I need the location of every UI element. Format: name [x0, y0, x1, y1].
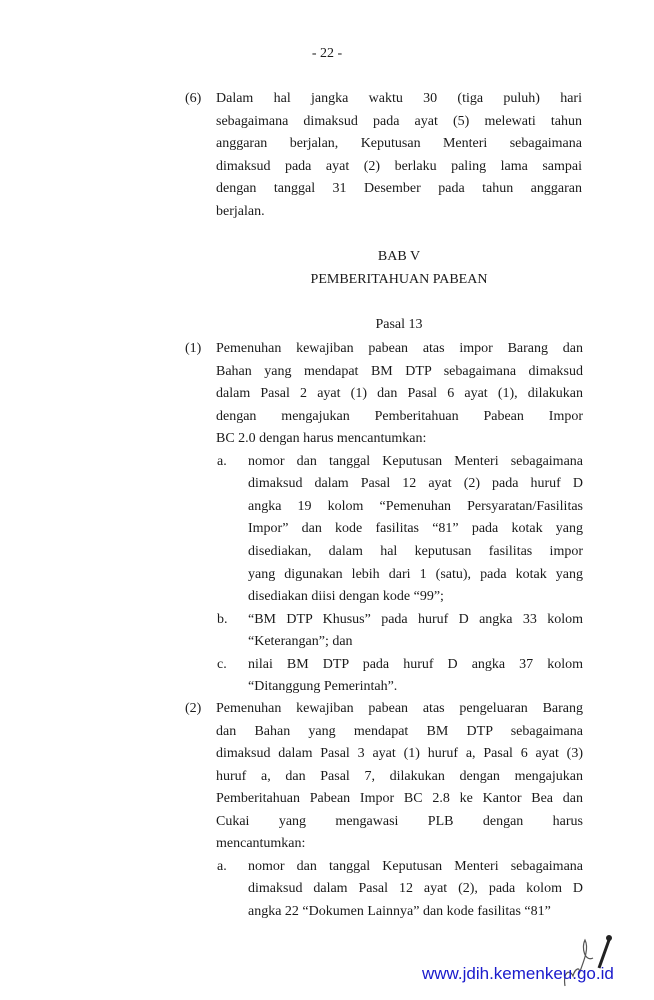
list-item-label: a.	[217, 453, 227, 469]
chapter-subtitle: PEMBERITAHUAN PABEAN	[310, 272, 488, 287]
list-item-line: angka 19 kolom “Pemenuhan Persyaratan/Fasilitas	[248, 498, 583, 514]
paragraph-number: (1)	[185, 341, 202, 356]
paragraph-line: Pemenuhan kewajiban pabean atas impor Barang dan	[216, 341, 583, 356]
list-item-line: “Ditanggung Pemerintah”.	[248, 679, 398, 695]
paragraph-line: huruf a, dan Pasal 7, dilakukan dengan mengajukan	[216, 768, 583, 784]
list-item-label: b.	[217, 611, 228, 627]
list-item-line: disediakan, dalam hal keputusan fasilitas impor	[248, 543, 583, 559]
list-item-line: angka 22 “Dokumen Lainnya” dan kode fasilitas “81”	[248, 903, 551, 919]
list-item-line: disediakan diisi dengan kode “99”;	[248, 589, 444, 605]
list-item-line: “Keterangan”; dan	[248, 634, 353, 650]
list-item-line: Impor” dan kode fasilitas “81” pada kotak yang	[248, 521, 583, 537]
paragraph-number: (2)	[185, 701, 202, 716]
paragraph-line: Bahan yang mendapat BM DTP sebagaimana dimaksud	[216, 363, 583, 379]
paragraph-line: dengan mengajukan Pemberitahuan Pabean Impor	[216, 408, 583, 424]
paragraph-line: dalam Pasal 2 ayat (1) dan Pasal 6 ayat (1), dilakukan	[216, 386, 583, 402]
paragraph-number: (6)	[185, 91, 202, 106]
list-item-line: nomor dan tanggal Keputusan Menteri sebagaimana	[248, 858, 583, 874]
paragraph-line: Pemenuhan kewajiban pabean atas pengeluaran Barang	[216, 701, 583, 716]
paragraph-line: dimaksud pada ayat (2) berlaku paling lama sampai	[216, 158, 582, 174]
paragraph-line: dan Bahan yang mendapat BM DTP sebagaimana	[216, 723, 583, 739]
list-item-label: c.	[217, 656, 227, 672]
paragraph-line: dengan tanggal 31 Desember pada tahun anggaran	[216, 181, 582, 197]
paragraph-line: berjalan.	[216, 203, 265, 219]
list-item-line: nomor dan tanggal Keputusan Menteri sebagaimana	[248, 453, 583, 469]
article-heading: Pasal 13	[375, 317, 423, 332]
list-item-line: nilai BM DTP pada huruf D angka 37 kolom	[248, 656, 583, 672]
paragraph-line: Dalam hal jangka waktu 30 (tiga puluh) hari	[216, 91, 582, 106]
paragraph-line: anggaran berjalan, Keputusan Menteri sebagaimana	[216, 136, 582, 152]
paragraph-line: sebagaimana dimaksud pada ayat (5) melewati tahun	[216, 113, 582, 129]
list-item-label: a.	[217, 858, 227, 874]
paragraph-line: BC 2.0 dengan harus mencantumkan:	[216, 431, 427, 447]
paragraph-line: dimaksud dalam Pasal 3 ayat (1) huruf a, Pasal 6 ayat (3)	[216, 746, 583, 762]
paragraph-line: mencantumkan:	[216, 836, 306, 852]
list-item-line: dimaksud dalam Pasal 12 ayat (2), pada kolom D	[248, 881, 583, 897]
page-number: - 22 -	[311, 46, 343, 61]
paragraph-line: Pemberitahuan Pabean Impor BC 2.8 ke Kantor Bea dan	[216, 791, 583, 807]
list-item-line: dimaksud dalam Pasal 12 ayat (2) pada huruf D	[248, 476, 583, 492]
list-item-line: yang digunakan lebih dari 1 (satu), pada kotak yang	[248, 566, 583, 582]
paragraph-line: Cukai yang mengawasi PLB dengan harus	[216, 813, 583, 829]
list-item-line: “BM DTP Khusus” pada huruf D angka 33 kolom	[248, 611, 583, 627]
chapter-title: BAB V	[377, 249, 421, 264]
footer-website-link[interactable]: www.jdih.kemenkeu.go.id	[422, 964, 614, 983]
